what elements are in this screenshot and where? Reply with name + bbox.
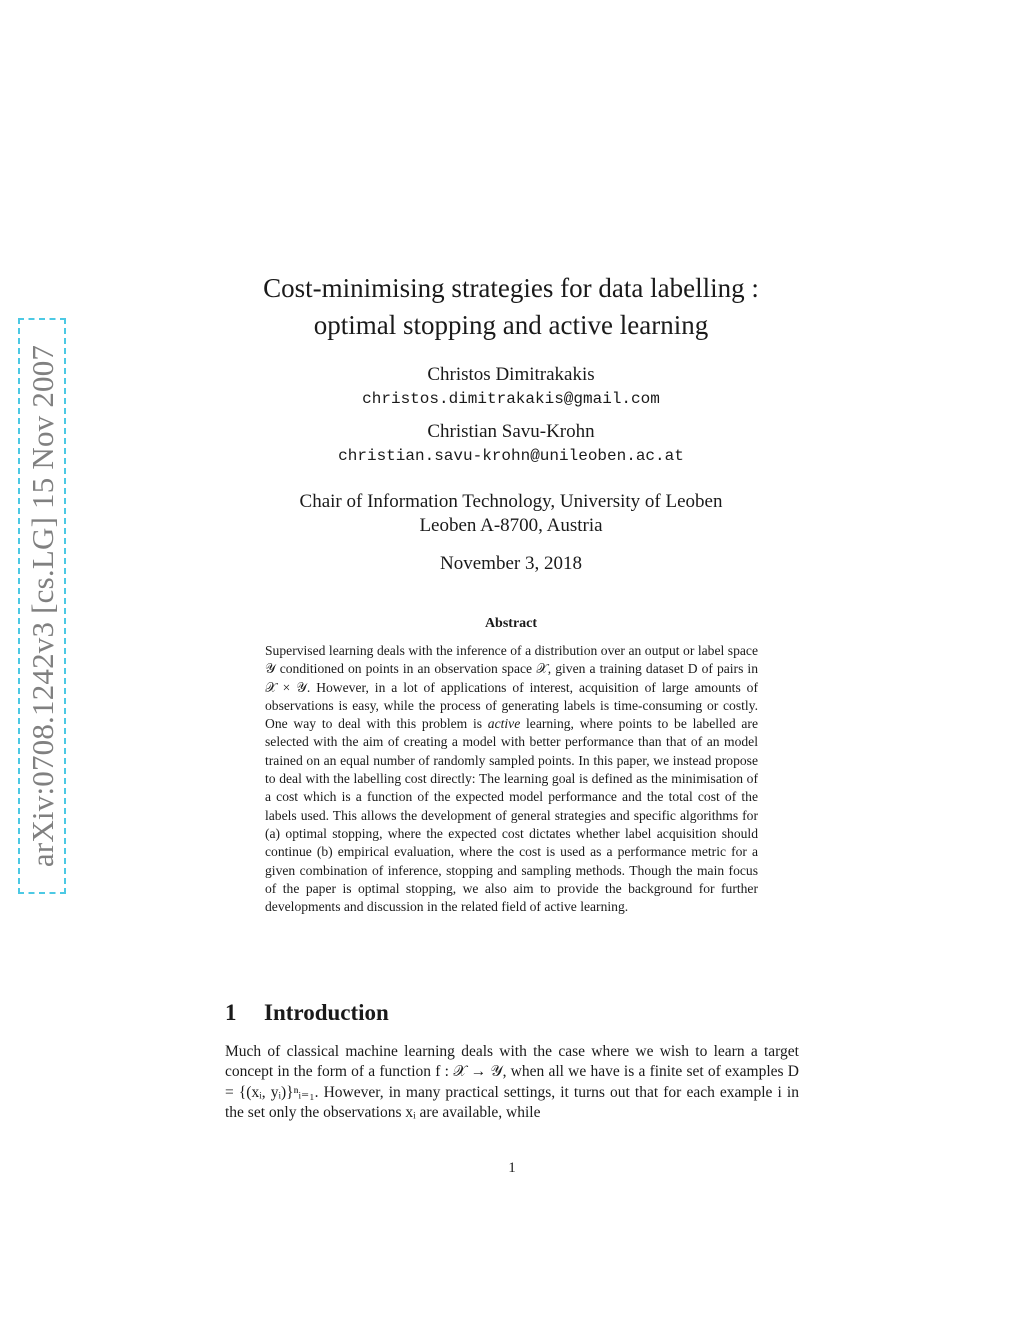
affiliation-line-2: Leoben A-8700, Austria bbox=[419, 515, 603, 536]
title-line-2: optimal stopping and active learning bbox=[313, 310, 709, 340]
author-2-email[interactable]: christian.savu-krohn@unileoben.ac.at bbox=[338, 447, 684, 465]
intro-paragraph: Much of classical machine learning deals with the case where we wish to learn a target concept in the form of a function f : 𝒳 → 𝒴, when all we have is a finite set of examples D = {(xᵢ, yᵢ)}ⁿᵢ₌₁. However, in many practical settings, it turns out that for each example i in the set only the observations xᵢ are available, while bbox=[225, 1043, 799, 1121]
page-number: 1 bbox=[508, 1160, 516, 1176]
affiliation bbox=[200, 490, 822, 538]
author-2-name: Christian Savu-Krohn bbox=[427, 421, 595, 442]
abstract-body bbox=[265, 642, 758, 916]
author-1-name: Christos Dimitrakakis bbox=[427, 364, 595, 385]
arxiv-stamp: arXiv:0708.1242v3 [cs.LG] 15 Nov 2007 bbox=[25, 344, 60, 868]
abstract-text-part-1: Supervised learning deals with the inference of a distribution over an output or label space 𝒴 conditioned on points in an observation space 𝒳, given a training dataset D of pairs in 𝒳 × 𝒴. However, in a lot of applications of interest, acquisition of large amounts of observations is easy, while the process of generating labels is time-consuming or costly. One way to deal with this problem is bbox=[265, 643, 758, 732]
abstract-heading: Abstract bbox=[484, 616, 538, 631]
author-1-email[interactable]: christos.dimitrakakis@gmail.com bbox=[362, 390, 660, 408]
abstract-text-part-2: learning, where points to be labelled are selected with the aim of creating a model with better performance than that of an model trained on an equal number of randomly sampled points. In this paper, we instead propose to deal with the labelling cost directly: The learning goal is defined as the minimisation of a cost which is a function of the expected model performance and the total cost of the labels used. This allows the development of general strategies and specific algorithms for (a) optimal stopping, where the expected cost dictates whether label acquisition should continue (b) empirical evaluation, where the cost is used as a performance metric for a given combination of inference, stopping and sampling methods. Though the main focus of the paper is optimal stopping, we also aim to provide the background for further developments and discussion in the related field of active learning. bbox=[265, 716, 758, 915]
title-line-1: Cost-minimising strategies for data labelling : bbox=[263, 273, 759, 303]
affiliation-line-1: Chair of Information Technology, University of Leoben bbox=[299, 491, 723, 512]
section-title: Introduction bbox=[264, 1000, 389, 1025]
paper-title bbox=[200, 270, 822, 344]
paper-date: November 3, 2018 bbox=[440, 553, 582, 574]
section-number: 1 bbox=[225, 1000, 237, 1025]
section-heading-introduction bbox=[225, 1000, 389, 1026]
abstract-emphasis: active bbox=[487, 716, 521, 732]
